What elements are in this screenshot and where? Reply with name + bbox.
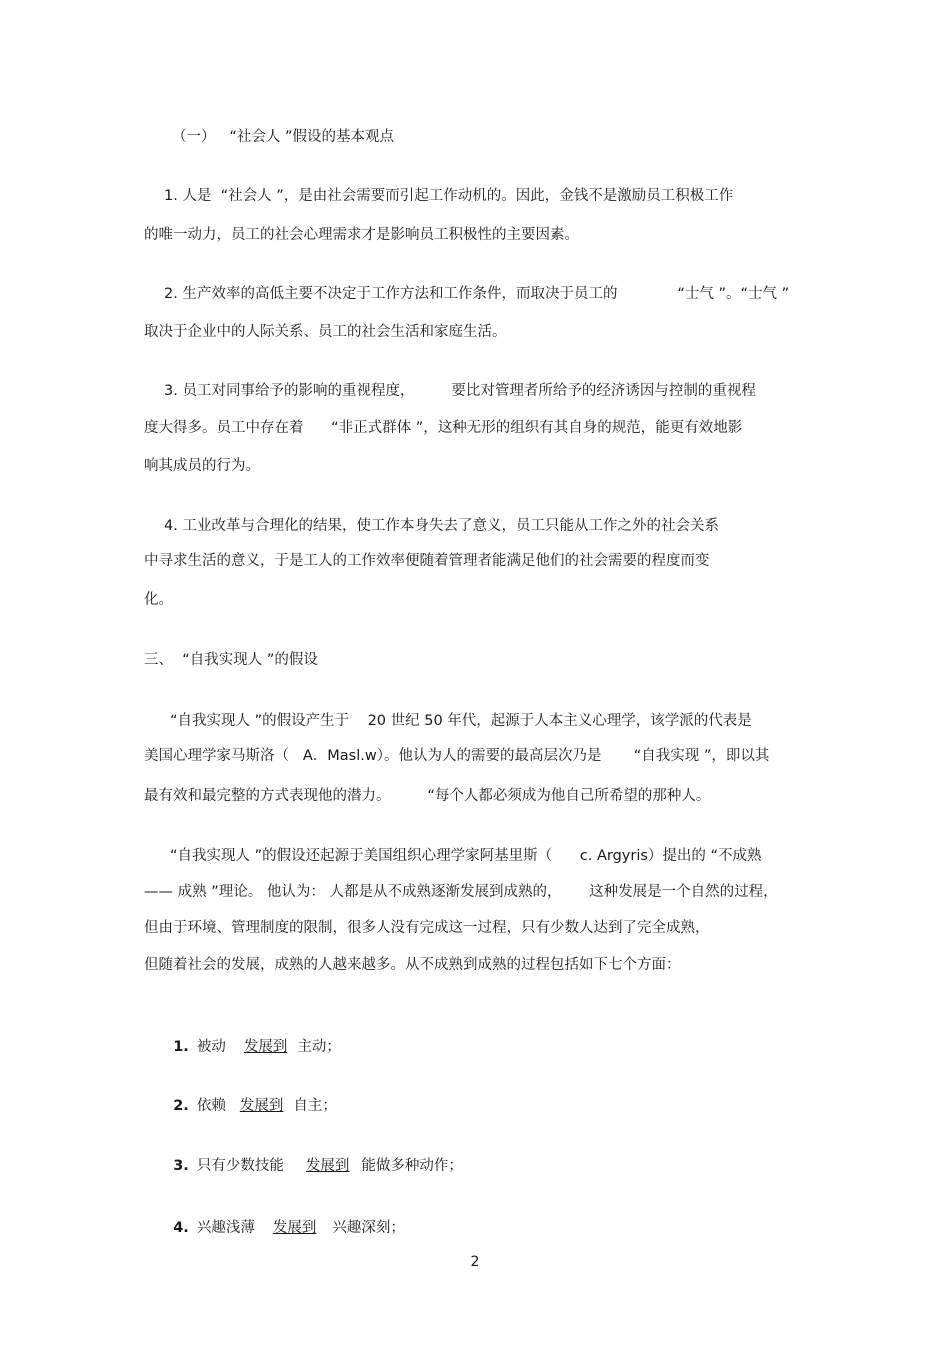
list-item-from: 只有少数技能 [196,1158,284,1174]
s1-p1-line2: 的唯一动力，员工的社会心理需求才是影响员工积极性的主要因素。 [144,227,579,243]
list-item-to: 主动； [297,1039,341,1055]
page-number: 2 [470,1254,480,1270]
list-item-arrow: 发展到 [239,1098,284,1114]
list-item-number: 2. [173,1098,189,1114]
s3-p2-line4: 但随着社会的发展，成熟的人越来越多。从不成熟到成熟的过程包括如下七个方面： [144,957,681,973]
list-item-from: 被动 [196,1039,226,1055]
s3-p1-line2: 美国心理学家马斯洛（ A．Masl.w）。他认为人的需要的最高层次乃是 “自我实现 ”，即以其 [144,748,770,764]
list-item-arrow: 发展到 [305,1158,350,1174]
list-item [164,1136,463,1176]
list-item-number: 4. [173,1220,189,1236]
s1-p4-line2: 中寻求生活的意义，于是工人的工作效率便随着管理者能满足他们的社会需要的程度而变 [144,553,710,569]
s3-p2-line1: “自我实现人 ”的假设还起源于美国组织心理学家阿基里斯（ c. Argyris）提出的 “不成熟 [170,848,762,864]
list-item [164,1076,337,1116]
list-item-to: 能做多种动作； [361,1158,463,1174]
section3-heading: 三、 “自我实现人 ”的假设 [144,652,318,668]
list-item-to: 兴趣深刻； [332,1220,405,1236]
list-item-to: 自主； [293,1098,337,1114]
s1-p3-line3: 响其成员的行为。 [144,458,260,474]
s3-p1-line3: 最有效和最完整的方式表现他的潜力。 “每个人都必须成为他自己所希望的那种人。 [144,788,711,804]
s1-p4-line3: 化。 [144,592,173,608]
list-item-arrow: 发展到 [243,1039,288,1055]
s1-p1-line1: 1. 人是 “社会人 ”，是由社会需要而引起工作动机的。因此，金钱不是激励员工积极工作 [164,188,734,204]
s3-p2-line3: 但由于环境、管理制度的限制，很多人没有完成这一过程，只有少数人达到了完全成熟， [144,920,710,936]
s1-p2-line2: 取决于企业中的人际关系、员工的社会生活和家庭生活。 [144,324,507,340]
list-item-number: 3. [173,1158,189,1174]
section1-heading: （一） “社会人 ”假设的基本观点 [172,129,394,145]
s1-p3-line2: 度大得多。员工中存在着 “非正式群体 ”，这种无形的组织有其自身的规范，能更有效地影 [144,420,743,436]
s1-p2-line1: 2. 生产效率的高低主要不决定于工作方法和工作条件，而取决于员工的 “士气 ”。“士气 ” [164,286,790,302]
list-item-from: 兴趣浅薄 [196,1220,255,1236]
s3-p2-line2: —— 成熟 ”理论。 他认为： 人都是从不成熟逐渐发展到成熟的， 这种发展是一个自然的过程， [144,884,778,900]
s1-p4-line1: 4. 工业改革与合理化的结果，使工作本身失去了意义，员工只能从工作之外的社会关系 [164,518,719,534]
list-item-number: 1. [173,1039,189,1055]
list-item-from: 依赖 [196,1098,226,1114]
s3-p1-line1: “自我实现人 ”的假设产生于 20 世纪 50 年代，起源于人本主义心理学，该学派的代表是 [170,713,752,729]
list-item [164,1198,405,1238]
s1-p3-line1: 3. 员工对同事给予的影响的重视程度， 要比对管理者所给予的经济诱因与控制的重视程 [164,383,756,399]
list-item-arrow: 发展到 [272,1220,317,1236]
list-item [164,1017,341,1057]
